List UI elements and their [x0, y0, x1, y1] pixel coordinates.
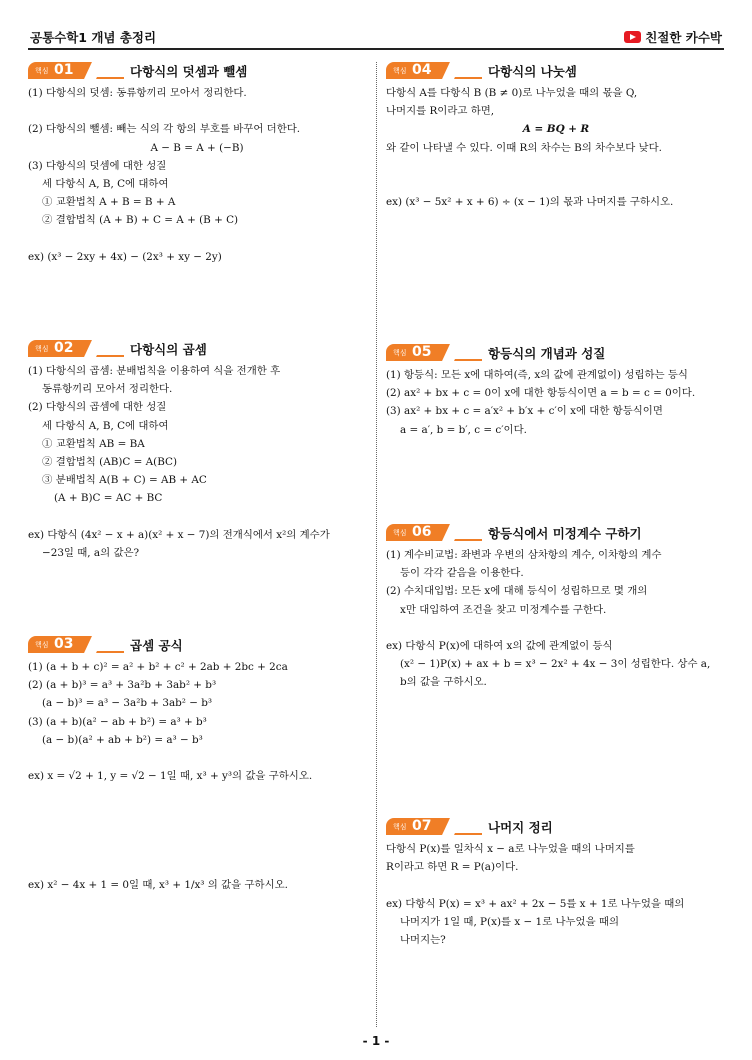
- text-line: (1) 계수비교법: 좌변과 우변의 삼차항의 계수, 이차항의 계수: [386, 549, 662, 561]
- text-line: 등이 각각 같음을 이용한다.: [400, 567, 524, 580]
- text-line: [386, 619, 726, 637]
- section-badge: [386, 524, 726, 542]
- section-title: 항등식에서 미정계수 구하기: [488, 526, 642, 541]
- column-divider: [376, 62, 377, 1027]
- page-header: [28, 26, 724, 50]
- text-line: ex) x = √2 + 1, y = √2 − 1일 때, x³ + y³의 값을 구하시오.: [28, 770, 313, 783]
- text-line: (1) 항등식: 모든 x에 대하여(즉, x의 값에 관계없이) 성립하는 등식: [386, 369, 688, 381]
- text-line: 나머지는?: [400, 934, 446, 947]
- text-line: (2) (a + b)³ = a³ + 3a²b + 3ab² + b³: [28, 679, 217, 692]
- text-line: ex) (x³ − 2xy + 4x) − (2x³ + xy − 2y): [28, 250, 222, 263]
- text-line: 동류항끼리 모아서 정리한다.: [42, 383, 173, 396]
- section-title: 나머지 정리: [488, 820, 553, 835]
- section-badge: [386, 818, 726, 836]
- text-line: (A + B)C = AC + BC: [54, 492, 163, 505]
- text-line: [28, 749, 366, 767]
- badge-word: 핵심: [35, 345, 49, 353]
- text-line: b의 값을 구하시오.: [400, 676, 487, 689]
- section-badge: [386, 344, 726, 362]
- text-line: 다항식 A를 다항식 B (B ≠ 0)로 나누었을 때의 몫을 Q,: [386, 87, 638, 99]
- text-line: (2) 다항식의 곱셈에 대한 성질: [28, 401, 167, 414]
- section-badge: [28, 340, 366, 358]
- text-line: ① 교환법칙 A + B = B + A: [42, 196, 176, 209]
- section-badge: [28, 636, 366, 654]
- text-line: (3) ax² + bx + c = a′x² + b′x + c′이 x에 대한 항등식이면: [386, 405, 663, 418]
- text-line: [28, 230, 366, 248]
- badge-word: 핵심: [35, 67, 49, 75]
- text-line: a = a′, b = b′, c = c′이다.: [400, 423, 527, 436]
- badge-word: 핵심: [393, 67, 407, 75]
- page-number: - 1 -: [362, 1034, 390, 1048]
- text-line: ex) x² − 4x + 1 = 0일 때, x³ + 1/x³ 의 값을 구하시오.: [28, 879, 288, 892]
- section-02: [28, 340, 366, 562]
- section-number: 03: [54, 636, 74, 652]
- page-title: 공통수학1 개념 총정리: [30, 30, 157, 45]
- text-line: (1) 다항식의 곱셈: 분배법칙을 이용하여 식을 전개한 후: [28, 365, 281, 377]
- section-01: [28, 62, 366, 266]
- badge-word: 핵심: [393, 529, 407, 537]
- text-line: [28, 858, 366, 876]
- text-line: [386, 876, 726, 894]
- section-06: [386, 524, 726, 692]
- text-line: 세 다항식 A, B, C에 대하여: [42, 178, 169, 191]
- text-line: ② 결합법칙 (AB)C = A(BC): [42, 456, 178, 469]
- section-03: [28, 636, 366, 895]
- section-number: 07: [412, 818, 432, 834]
- text-line: (x² − 1)P(x) + ax + b = x³ − 2x² + 4x − 3이 성립한다. 상수 a,: [400, 658, 711, 671]
- text-line: −23일 때, a의 값은?: [42, 547, 140, 560]
- text-line: 나머지를 R이라고 하면,: [386, 105, 495, 118]
- section-title: 다항식의 덧셈과 뺄셈: [130, 64, 248, 79]
- section-title: 곱셈 공식: [130, 638, 183, 653]
- section-title: 다항식의 나눗셈: [488, 64, 577, 79]
- text-line: (3) 다항식의 덧셈에 대한 성질: [28, 159, 167, 172]
- text-line: R이라고 하면 R = P(a)이다.: [386, 861, 519, 874]
- section-number: 05: [412, 344, 432, 360]
- text-line: [28, 804, 366, 822]
- text-line: 나머지가 1일 때, P(x)를 x − 1로 나누었을 때의: [400, 915, 619, 928]
- youtube-icon: [624, 31, 641, 43]
- badge-word: 핵심: [35, 641, 49, 649]
- text-line: [386, 175, 726, 193]
- text-line: ① 교환법칙 AB = BA: [42, 437, 145, 450]
- text-line: x만 대입하여 조건을 찾고 미정계수를 구한다.: [400, 603, 607, 616]
- section-07: [386, 818, 726, 949]
- text-line: ex) 다항식 P(x) = x³ + ax² + 2x − 5를 x + 1로 나누었을 때의: [386, 897, 685, 910]
- section-number: 02: [54, 340, 74, 356]
- text-line: A = BQ + R: [522, 123, 590, 136]
- section-badge: [386, 62, 726, 80]
- badge-word: 핵심: [393, 823, 407, 831]
- text-line: [28, 822, 366, 840]
- text-line: [28, 508, 366, 526]
- brand: [624, 28, 722, 46]
- section-title: 다항식의 곱셈: [130, 342, 207, 357]
- section-badge: [28, 62, 366, 80]
- text-line: (1) (a + b + c)² = a² + b² + c² + 2ab + 2bc + 2ca: [28, 661, 288, 673]
- section-number: 04: [412, 62, 432, 78]
- text-line: (3) (a + b)(a² − ab + b²) = a³ + b³: [28, 715, 207, 728]
- section-04: [386, 62, 726, 211]
- text-line: (2) ax² + bx + c = 0이 x에 대한 항등식이면 a = b = c = 0이다.: [386, 387, 696, 400]
- text-line: (1) 다항식의 덧셈: 동류항끼리 모아서 정리한다.: [28, 87, 247, 99]
- text-line: ex) 다항식 (4x² − x + a)(x² + x − 7)의 전개식에서 x²의 계수가: [28, 528, 330, 541]
- text-line: (2) 수치대입법: 모든 x에 대해 등식이 성립하므로 몇 개의: [386, 585, 648, 598]
- text-line: [28, 840, 366, 858]
- text-line: [28, 785, 366, 803]
- text-line: ex) 다항식 P(x)에 대하여 x의 값에 관계없이 등식: [386, 640, 613, 653]
- text-line: (a − b)(a² + ab + b²) = a³ − b³: [42, 733, 203, 746]
- section-number: 06: [412, 524, 432, 540]
- badge-word: 핵심: [393, 349, 407, 357]
- text-line: A − B = A + (−B): [150, 141, 244, 154]
- brand-name: 친절한 카수박: [645, 30, 722, 45]
- text-line: [28, 102, 366, 120]
- section-number: 01: [54, 62, 74, 78]
- text-line: (a − b)³ = a³ − 3a²b + 3ab² − b³: [42, 697, 213, 710]
- text-line: (2) 다항식의 뺄셈: 빼는 식의 각 항의 부호를 바꾸어 더한다.: [28, 123, 301, 136]
- text-line: 다항식 P(x)를 일차식 x − a로 나누었을 때의 나머지를: [386, 843, 635, 855]
- text-line: [386, 157, 726, 175]
- text-line: 와 같이 나타낼 수 있다. 이때 R의 차수는 B의 차수보다 낮다.: [386, 141, 662, 154]
- text-line: ex) (x³ − 5x² + x + 6) ÷ (x − 1)의 몫과 나머지를 구하시오.: [386, 196, 674, 209]
- section-title: 항등식의 개념과 성질: [488, 346, 606, 361]
- section-05: [386, 344, 726, 439]
- text-line: ③ 분배법칙 A(B + C) = AB + AC: [42, 474, 207, 487]
- text-line: ② 결합법칙 (A + B) + C = A + (B + C): [42, 214, 239, 227]
- text-line: 세 다항식 A, B, C에 대하여: [42, 419, 169, 432]
